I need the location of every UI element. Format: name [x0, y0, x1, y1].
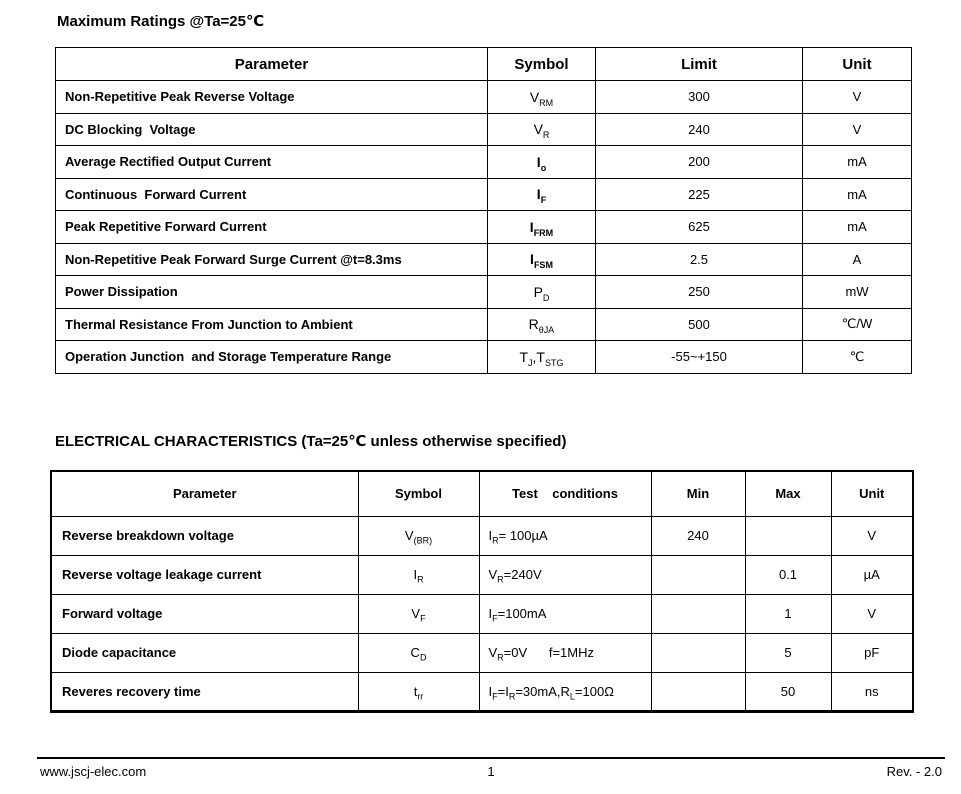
limit-cell: -55~+150 — [596, 341, 803, 374]
limit-cell: 225 — [596, 178, 803, 211]
symbol-cell: $I_{FSM}$ — [488, 243, 596, 276]
min-cell — [651, 633, 745, 672]
max-ratings-row — [56, 113, 912, 146]
max-ratings-row — [56, 178, 912, 211]
parameter-cell: Thermal Resistance From Junction to Ambient — [56, 308, 488, 341]
min-cell — [651, 594, 745, 633]
unit-cell: mW — [803, 276, 912, 309]
symbol-cell: $V_R$ — [488, 113, 596, 146]
electrical-characteristics-table — [50, 470, 914, 713]
max-ratings-row — [56, 211, 912, 244]
header-symbol: Symbol — [358, 471, 479, 516]
symbol-cell: $V_F$ — [358, 594, 479, 633]
parameter-cell: Continuous Forward Current — [56, 178, 488, 211]
footer-revision: Rev. - 2.0 — [886, 764, 942, 779]
limit-cell: 200 — [596, 146, 803, 179]
unit-cell: mA — [803, 178, 912, 211]
symbol-cell: $T_J,T_{STG}$ — [488, 341, 596, 374]
page-footer — [37, 757, 945, 779]
electrical-row — [51, 594, 913, 633]
header-limit: Limit — [596, 48, 803, 81]
unit-cell: V — [803, 113, 912, 146]
unit-cell: µA — [831, 555, 913, 594]
unit-cell: V — [831, 594, 913, 633]
symbol-cell: $I_{FRM}$ — [488, 211, 596, 244]
parameter-cell: Non-Repetitive Peak Forward Surge Current @t=8.3ms — [56, 243, 488, 276]
max-ratings-row — [56, 276, 912, 309]
parameter-cell: Diode capacitance — [51, 633, 358, 672]
page-title-max-ratings: Maximum Ratings @Ta=25℃ — [57, 13, 265, 30]
unit-cell: ns — [831, 672, 913, 711]
max-cell — [745, 516, 831, 555]
max-cell: 0.1 — [745, 555, 831, 594]
max-cell: 5 — [745, 633, 831, 672]
max-cell: 50 — [745, 672, 831, 711]
limit-cell: 300 — [596, 81, 803, 114]
max-ratings-row — [56, 81, 912, 114]
parameter-cell: Forward voltage — [51, 594, 358, 633]
parameter-cell: DC Blocking Voltage — [56, 113, 488, 146]
electrical-header-row — [51, 471, 913, 516]
symbol-cell: $I_R$ — [358, 555, 479, 594]
parameter-cell: Power Dissipation — [56, 276, 488, 309]
symbol-cell: $C_D$ — [358, 633, 479, 672]
parameter-cell: Average Rectified Output Current — [56, 146, 488, 179]
unit-cell: pF — [831, 633, 913, 672]
max-ratings-row — [56, 308, 912, 341]
test-conditions-cell: $V_R=240V$ — [479, 555, 651, 594]
header-symbol: Symbol — [488, 48, 596, 81]
electrical-row — [51, 672, 913, 711]
electrical-row — [51, 633, 913, 672]
parameter-cell: Reverse voltage leakage current — [51, 555, 358, 594]
unit-cell: mA — [803, 146, 912, 179]
electrical-row — [51, 516, 913, 555]
symbol-cell: $I_o$ — [488, 146, 596, 179]
symbol-cell: $R_{\theta JA}$ — [488, 308, 596, 341]
limit-cell: 2.5 — [596, 243, 803, 276]
max-ratings-table — [55, 47, 912, 374]
unit-cell: mA — [803, 211, 912, 244]
symbol-cell: $I_F$ — [488, 178, 596, 211]
max-cell: 1 — [745, 594, 831, 633]
limit-cell: 625 — [596, 211, 803, 244]
test-conditions-cell: $I_F=100mA$ — [479, 594, 651, 633]
unit-cell: A — [803, 243, 912, 276]
test-conditions-cell: $V_R=0V$ f=1MHz — [479, 633, 651, 672]
symbol-cell: $P_D$ — [488, 276, 596, 309]
parameter-cell: Reveres recovery time — [51, 672, 358, 711]
unit-cell: ℃/W — [803, 308, 912, 341]
header-parameter: Parameter — [56, 48, 488, 81]
unit-cell: ℃ — [803, 341, 912, 374]
limit-cell: 250 — [596, 276, 803, 309]
header-unit: Unit — [803, 48, 912, 81]
page-title-electrical-characteristics: ELECTRICAL CHARACTERISTICS (Ta=25℃ unless otherwise specified) — [55, 433, 567, 450]
electrical-row — [51, 555, 913, 594]
min-cell: 240 — [651, 516, 745, 555]
symbol-cell: $t_{rr}$ — [358, 672, 479, 711]
min-cell — [651, 672, 745, 711]
header-max: Max — [745, 471, 831, 516]
min-cell — [651, 555, 745, 594]
parameter-cell: Non-Repetitive Peak Reverse Voltage — [56, 81, 488, 114]
symbol-cell: $V_{RM}$ — [488, 81, 596, 114]
parameter-cell: Reverse breakdown voltage — [51, 516, 358, 555]
test-conditions-cell: $I_R= 100\mu A$ — [479, 516, 651, 555]
header-test-conditions: Test conditions — [479, 471, 651, 516]
header-parameter: Parameter — [51, 471, 358, 516]
header-unit: Unit — [831, 471, 913, 516]
parameter-cell: Peak Repetitive Forward Current — [56, 211, 488, 244]
footer-page-number: 1 — [487, 764, 495, 779]
unit-cell: V — [831, 516, 913, 555]
max-ratings-row — [56, 146, 912, 179]
test-conditions-cell: $I_F=I_R=30mA,R_L=100\Omega$ — [479, 672, 651, 711]
max-ratings-row — [56, 341, 912, 374]
parameter-cell: Operation Junction and Storage Temperature Range — [56, 341, 488, 374]
symbol-cell: $V_{(BR)}$ — [358, 516, 479, 555]
header-min: Min — [651, 471, 745, 516]
limit-cell: 240 — [596, 113, 803, 146]
footer-website-text: www.jscj-elec.com — [40, 764, 147, 779]
max-ratings-header-row — [56, 48, 912, 81]
limit-cell: 500 — [596, 308, 803, 341]
unit-cell: V — [803, 81, 912, 114]
max-ratings-row — [56, 243, 912, 276]
